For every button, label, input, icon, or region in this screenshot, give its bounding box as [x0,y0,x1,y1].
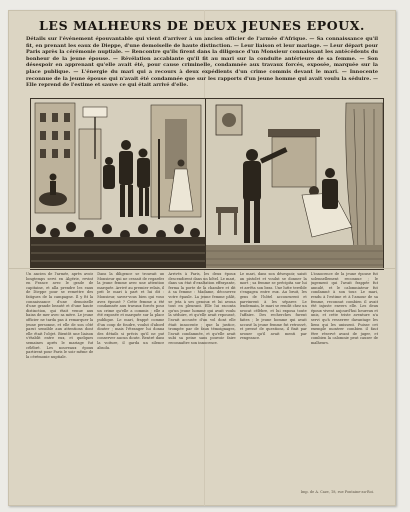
engraving-panel-street-scene [31,99,206,269]
text-column: Le mari, dans son désespoir, saisit un pistolet et voulut se donner la mort ; sa femme se précipita sur lui et arrêta son bras. Une lutte terrible s'engagea entre eux. Au bruit, les gens de l'hôtel accoururent et parvinrent à les séparer. Le lendemain, le mari se rendit chez un avocat célèbre, et lui exposa toute l'affaire. Des recherches furent faites ; le jeune homme qui avait accusé la jeune femme fut retrouvé, et pressé de questions, il finit par avouer qu'il avait menti par vengeance. [239,272,307,341]
street-scene-engraving [31,99,205,269]
text-column: Arrivés à Paris, les deux époux descendirent dans un hôtel. Le mari, dans un état d'exaltation effrayante, ferma la porte de la chambre et dit à sa femme : Madame, découvrez votre épaule. La jeune femme pâlit, se jeta à ses genoux et lui avoua tout en pleurant. Elle lui raconta qu'un jeune homme qui avait voulu la séduire, et qu'elle avait repoussé, l'avait accusée d'un vol dont elle était innocente ; que la justice, trompée par de faux témoignages, l'avait condamnée, et qu'elle avait subi sa peine sans pouvoir faire reconnaître son innocence. [168,272,236,345]
engraving-illustration [30,98,384,270]
interior-scene-engraving [206,99,383,269]
page-title: LES MALHEURS DE DEUX JEUNES EPOUX. [39,18,365,33]
text-column: L'innocence de la jeune épouse fut solennellement reconnue ; le jugement qui l'avait frappée fut annulé, et le calomniateur fut condamné à son tour. Le mari, rendu à l'estime et à l'amour de sa femme, reconnut combien il avait été injuste envers elle. Les deux époux vivent aujourd'hui heureux et unis, et cette triste aventure n'a servi qu'à resserrer davantage les liens qui les unissent. Puisse cet exemple montrer combien il faut être réservé avant de juger, et combien la calomnie peut causer de malheurs. [310,272,379,345]
text-column: Dans la diligence se trouvait un Monsieur qui ne cessait de regarder la jeune femme avec une attention marquée. Arrivé au premier relais, il prit le mari à part et lui dit : Monsieur, savez-vous bien qui vous avez épousé ? Cette femme a été condamnée aux travaux forcés pour un crime qu'elle a commis ; elle a été exposée et marquée sur la place publique. Le mari, frappé comme d'un coup de foudre, voulut d'abord douter ; mais l'étranger lui donna des détails si précis qu'il ne put conserver aucun doute. Rentré dans la voiture, il garda un silence absolu. [97,272,165,350]
printer-imprint: Imp. de A. Caze, 18, rue Fontaine-au-Roi. [300,490,374,494]
broadside-sheet [8,10,396,506]
engraving-panel-interior-scene [206,99,383,269]
text-column: Un ancien de l'armée, après avoir longtemps servi en Algérie, revint en France avec le grade de capitaine, et alla prendre les eaux de Dieppe pour se remettre des fatigues de la campagne. Il y fit la connaissance d'une demoiselle d'une grande beauté et d'une haute distinction, qui était venue aux bains de mer avec sa mère. Le jeune officier ne tarda pas à remarquer la jeune personne, et elle de son côté parut sensible aux attentions dont elle était l'objet. Bientôt une liaison s'établit entre eux, et quelques semaines après le mariage fut célébré. Les nouveaux époux partirent pour Paris le soir même de la cérémonie nuptiale. [26,272,94,359]
body-text-columns [26,272,378,494]
intro-summary: Détails sur l'événement épouvantable qui vient d'arriver à un ancien officier de l'armée d'Afrique. — Sa connaissance qu'il fit, en prenant les eaux de Dieppe, d'une demoiselle de haute distinction. — Leur liaison et leur mariage. — Leur départ pour Paris après la cérémonie nuptiale. — Rencontre qu'ils firent dans la diligence d'un Monsieur connaissant les antécédents du bonheur de la jeune épouse. — Révélation accablante qu'il fit au mari sur la conduite antérieure de sa femme. — Son désespoir en apprenant qu'elle avait été, pour cause criminelle, condamnée aux travaux forcés, exposée, marquée sur la place publique. — L'énergie du mari qui a recours à deux expédients d'un crime commis devant le mari. — Innocente reconnue de la jeune épouse qui n'avait été condamnée que sur les rapports d'un jeune homme qui avait voulu la séduire. — Elle reprend de l'estime et sauve ce qui était arrivé d'elle. [26,36,378,89]
fold-line-horizontal [8,268,396,269]
